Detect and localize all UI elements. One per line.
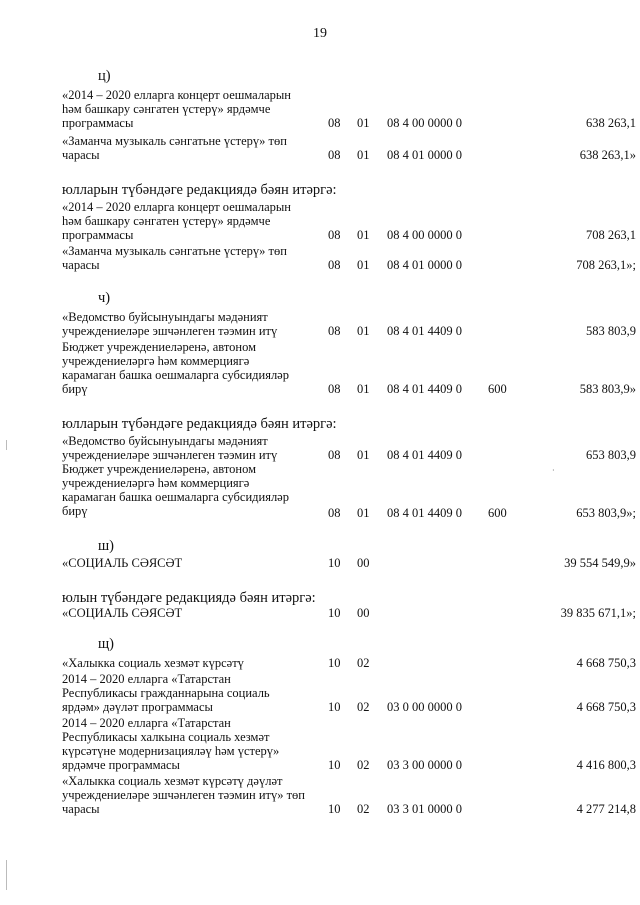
code1: 08 xyxy=(328,148,341,162)
amount: 638 263,1 xyxy=(586,116,636,130)
amount: 4 668 750,3 xyxy=(576,700,636,714)
amount: 583 803,9» xyxy=(579,382,636,396)
row-text: Бюджет учреждениеләренә, автоном учреждениеләргә һәм коммерциягә карамаган башка оешмаларга субсидияләр бирү xyxy=(62,462,289,518)
code1: 10 xyxy=(328,606,341,620)
intro-text: юлларын түбәндәге редакциядә бәян итәргә: xyxy=(62,182,337,198)
row-text: Бюджет учреждениеләренә, автоном учреждениеләргә һәм коммерциягә карамаган башка оешмаларга субсидияләр бирү xyxy=(62,340,289,396)
amount: 39 554 549,9» xyxy=(564,556,636,570)
code3: 08 4 01 0000 0 xyxy=(387,148,462,162)
code2: 01 xyxy=(357,258,370,272)
code2: 01 xyxy=(357,228,370,242)
code1: 10 xyxy=(328,758,341,772)
code1: 10 xyxy=(328,700,341,714)
section-letter: ш) xyxy=(98,538,114,554)
row-text: 2014 – 2020 елларга «Татарстан Республикасы халкына социаль хезмәт күрсәтүне модернизацияләү һәм үстерү» ярдәмче программасы xyxy=(62,716,280,772)
amount: 708 263,1»; xyxy=(576,258,636,272)
code4: 600 xyxy=(488,506,507,520)
code3: 08 4 01 0000 0 xyxy=(387,258,462,272)
code2: 01 xyxy=(357,116,370,130)
amount: 4 277 214,8 xyxy=(576,802,636,816)
code2: 00 xyxy=(357,606,370,620)
row-text: 2014 – 2020 елларга «Татарстан Республикасы гражданнарына социаль ярдәм» дәүләт программасы xyxy=(62,672,270,714)
code2: 01 xyxy=(357,148,370,162)
code1: 10 xyxy=(328,802,341,816)
code2: 01 xyxy=(357,324,370,338)
code1: 08 xyxy=(328,116,341,130)
section-letter: ц) xyxy=(98,68,111,84)
amount: 653 803,9»; xyxy=(576,506,636,520)
row-text: «Ведомство буйсынуындагы мәдәният учреждениеләре эшчәнлеген тәэмин итү xyxy=(62,310,278,338)
code3: 08 4 00 0000 0 xyxy=(387,116,462,130)
amount: 653 803,9 xyxy=(586,448,636,462)
intro-text: юлларын түбәндәге редакциядә бәян итәргә: xyxy=(62,416,337,432)
code3: 03 3 01 0000 0 xyxy=(387,802,462,816)
row-text: «Заманча музыкаль сәнгатьне үстерү» төп чарасы xyxy=(62,244,287,272)
code3: 08 4 01 4409 0 xyxy=(387,506,462,520)
row-text: «Ведомство буйсынуындагы мәдәният учреждениеләре эшчәнлеген тәэмин итү xyxy=(62,434,278,462)
row-text: «СОЦИАЛЬ СӘЯСӘТ xyxy=(62,606,183,620)
section-letter: щ) xyxy=(98,636,114,652)
code3: 08 4 01 4409 0 xyxy=(387,324,462,338)
code2: 01 xyxy=(357,382,370,396)
code2: 02 xyxy=(357,758,370,772)
row-text: «Заманча музыкаль сәнгатьне үстерү» төп чарасы xyxy=(62,134,287,162)
code3: 03 0 00 0000 0 xyxy=(387,700,462,714)
row-text: «СОЦИАЛЬ СӘЯСӘТ xyxy=(62,556,183,570)
code1: 08 xyxy=(328,258,341,272)
row-text: «2014 – 2020 елларга концерт оешмаларын һәм башкару сәнгатен үстерү» ярдәмче программасы xyxy=(62,88,291,130)
code1: 10 xyxy=(328,656,341,670)
code2: 00 xyxy=(357,556,370,570)
code3: 08 4 00 0000 0 xyxy=(387,228,462,242)
section-letter: ч) xyxy=(98,290,111,306)
code1: 08 xyxy=(328,324,341,338)
scan-mark xyxy=(6,860,7,890)
code1: 08 xyxy=(328,506,341,520)
amount: 39 835 671,1»; xyxy=(560,606,636,620)
row-text: «2014 – 2020 елларга концерт оешмаларын һәм башкару сәнгатен үстерү» ярдәмче программасы xyxy=(62,200,291,242)
code2: 02 xyxy=(357,802,370,816)
page-number: 19 xyxy=(313,26,327,41)
intro-text: юлын түбәндәге редакциядә бәян итәргә: xyxy=(62,590,316,606)
code2: 02 xyxy=(357,700,370,714)
code1: 08 xyxy=(328,228,341,242)
amount: 4 416 800,3 xyxy=(576,758,636,772)
code3: 03 3 00 0000 0 xyxy=(387,758,462,772)
scan-mark xyxy=(6,440,7,450)
stray-mark: · xyxy=(552,466,555,475)
code1: 10 xyxy=(328,556,341,570)
amount: 4 668 750,3 xyxy=(576,656,636,670)
amount: 708 263,1 xyxy=(586,228,636,242)
code3: 08 4 01 4409 0 xyxy=(387,448,462,462)
code3: 08 4 01 4409 0 xyxy=(387,382,462,396)
code1: 08 xyxy=(328,382,341,396)
row-text: «Халыкка социаль хезмәт күрсәтү дәүләт учреждениеләре эшчәнлеген тәэмин итү» төп чарасы xyxy=(62,774,305,816)
amount: 638 263,1» xyxy=(579,148,636,162)
code2: 01 xyxy=(357,506,370,520)
code2: 02 xyxy=(357,656,370,670)
amount: 583 803,9 xyxy=(586,324,636,338)
code4: 600 xyxy=(488,382,507,396)
code1: 08 xyxy=(328,448,341,462)
row-text: «Халыкка социаль хезмәт күрсәтү xyxy=(62,656,244,670)
code2: 01 xyxy=(357,448,370,462)
